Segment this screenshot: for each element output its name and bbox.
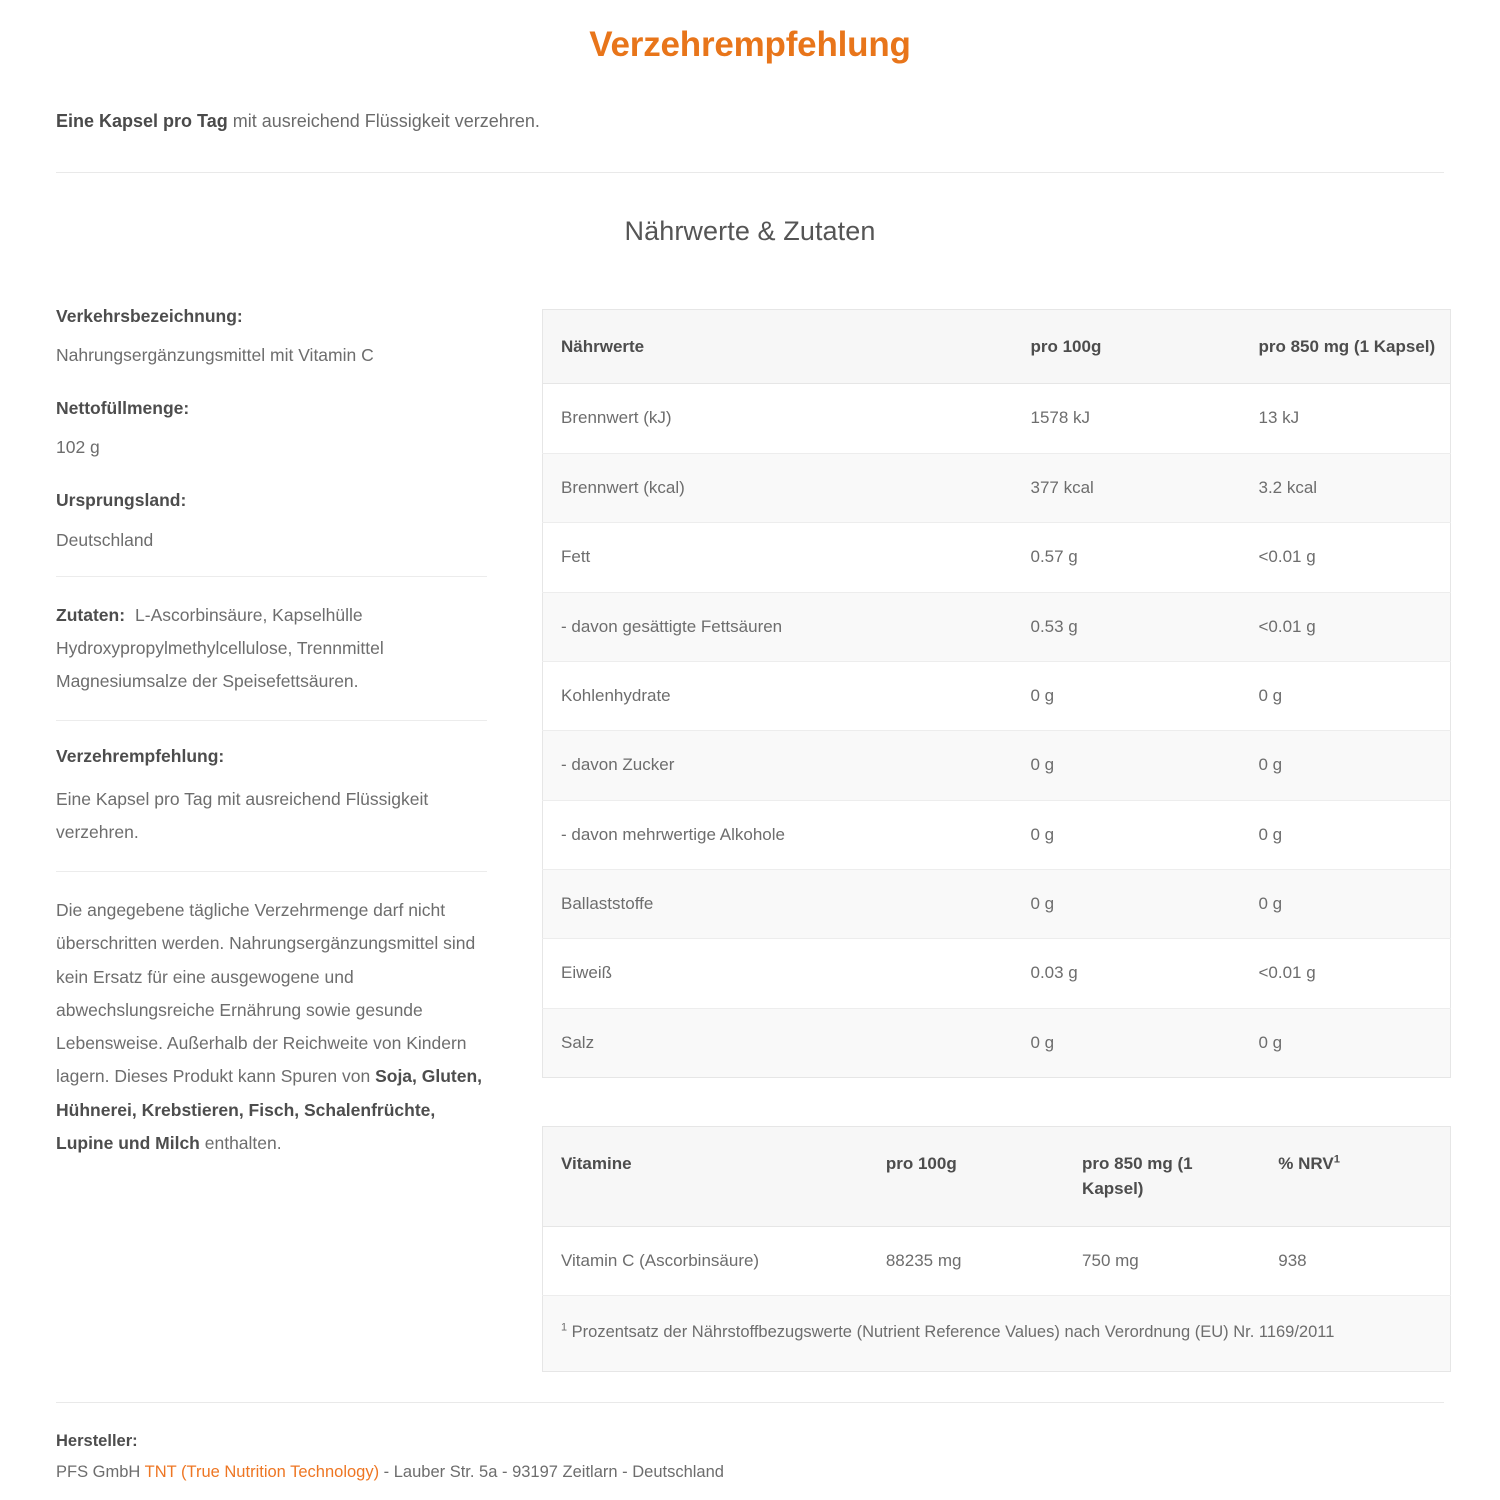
- netto-value: 102 g: [56, 437, 100, 458]
- row-per100g: 88235 mg: [868, 1226, 1064, 1295]
- warning-text: [56, 894, 491, 1160]
- table-row: [543, 731, 1451, 800]
- manufacturer-brand-link[interactable]: TNT (True Nutrition Technology): [144, 1463, 380, 1482]
- vitamin-header-nrv: [1260, 1126, 1450, 1226]
- intro-rest: mit ausreichend Flüssigkeit verzehren.: [227, 111, 540, 132]
- row-percapsule: 0 g: [1241, 800, 1451, 869]
- row-per100g: 1578 kJ: [1013, 384, 1241, 453]
- row-label: - davon mehrwertige Alkohole: [543, 800, 1013, 869]
- nutrition-table-body: [543, 384, 1451, 1077]
- table-row: [543, 869, 1451, 938]
- nrv-superscript: 1: [1333, 1153, 1340, 1166]
- row-percapsule: 3.2 kcal: [1241, 453, 1451, 522]
- vitamin-header-per100g: pro 100g: [868, 1126, 1064, 1226]
- row-label: - davon gesättigte Fettsäuren: [543, 592, 1013, 661]
- row-label: Brennwert (kcal): [543, 453, 1013, 522]
- manufacturer-line: [56, 1460, 1444, 1486]
- recommendation-label: Verzehrempfehlung:: [56, 746, 225, 767]
- table-row: [543, 453, 1451, 522]
- row-percapsule: <0.01 g: [1241, 939, 1451, 1008]
- warning-part2: enthalten.: [199, 1132, 282, 1153]
- row-label: Fett: [543, 523, 1013, 592]
- designation-label: Verkehrsbezeichnung:: [56, 305, 243, 326]
- ingredients-value: L-Ascorbinsäure, Kapselhülle Hydroxypropylmethylcellulose, Trennmittel Magnesiumsalze der Speisefettsäuren.: [56, 604, 384, 692]
- section-heading: Nährwerte & Zutaten: [624, 216, 876, 247]
- divider-top: [56, 172, 1444, 173]
- row-label: Brennwert (kJ): [543, 384, 1013, 453]
- intro-bold: Eine Kapsel pro Tag: [56, 111, 228, 132]
- row-label: Eiweiß: [543, 939, 1013, 1008]
- row-label: - davon Zucker: [543, 731, 1013, 800]
- left-column: [56, 303, 491, 1160]
- vitamin-footnote: [543, 1296, 1451, 1372]
- page-title: Verzehrempfehlung: [589, 25, 911, 64]
- vitamin-table: [542, 1126, 1451, 1372]
- table-row: [543, 523, 1451, 592]
- row-label: Salz: [543, 1008, 1013, 1077]
- row-per100g: 0 g: [1013, 800, 1241, 869]
- row-percapsule: 0 g: [1241, 1008, 1451, 1077]
- table-row: [543, 1226, 1451, 1295]
- designation-value: Nahrungsergänzungsmittel mit Vitamin C: [56, 345, 374, 366]
- ingredients-block: [56, 599, 491, 699]
- manufacturer-name: PFS GmbH: [56, 1463, 145, 1482]
- nutrition-header-label: Nährwerte: [543, 309, 1013, 384]
- row-label: Kohlenhydrate: [543, 661, 1013, 730]
- row-per100g: 377 kcal: [1013, 453, 1241, 522]
- divider-left-2: [56, 720, 487, 721]
- row-label: Vitamin C (Ascorbinsäure): [543, 1226, 868, 1295]
- nutrition-table: [542, 309, 1451, 1078]
- row-per100g: 0.03 g: [1013, 939, 1241, 1008]
- intro-text: [0, 108, 1500, 136]
- vitamin-header-percapsule: pro 850 mg (1 Kapsel): [1064, 1126, 1260, 1226]
- table-row: [543, 592, 1451, 661]
- vitamin-header-label: Vitamine: [543, 1126, 868, 1226]
- table-row: [543, 384, 1451, 453]
- footnote-text: Prozentsatz der Nährstoffbezugswerte (Nutrient Reference Values) nach Verordnung (EU) Nr. 1169/2011: [567, 1323, 1335, 1342]
- row-percapsule: 13 kJ: [1241, 384, 1451, 453]
- row-percapsule: 750 mg: [1064, 1226, 1260, 1295]
- divider-footer: [56, 1402, 1444, 1403]
- divider-left-3: [56, 871, 487, 872]
- row-per100g: 0 g: [1013, 661, 1241, 730]
- right-column: [491, 303, 1451, 1372]
- nrv-text: % NRV: [1278, 1153, 1334, 1173]
- vitamin-table-header-row: [543, 1126, 1451, 1226]
- row-percapsule: 0 g: [1241, 869, 1451, 938]
- row-per100g: 0.53 g: [1013, 592, 1241, 661]
- table-row: [543, 661, 1451, 730]
- divider-left-1: [56, 576, 487, 577]
- row-nrv: 938: [1260, 1226, 1450, 1295]
- row-percapsule: <0.01 g: [1241, 592, 1451, 661]
- table-row: [543, 939, 1451, 1008]
- row-percapsule: <0.01 g: [1241, 523, 1451, 592]
- page-footer: [0, 1402, 1500, 1500]
- manufacturer-address: - Lauber Str. 5a - 93197 Zeitlarn - Deutschland: [379, 1463, 724, 1482]
- row-label: Ballaststoffe: [543, 869, 1013, 938]
- nutrition-header-percapsule: pro 850 mg (1 Kapsel): [1241, 309, 1451, 384]
- footnote-marker: 1: [561, 1321, 568, 1334]
- ingredients-label: Zutaten:: [56, 604, 126, 625]
- nutrition-header-per100g: pro 100g: [1013, 309, 1241, 384]
- vitamin-table-body: [543, 1226, 1451, 1371]
- warning-allergens: Soja, Gluten, Hühnerei, Krebstieren, Fisch, Schalenfrüchte, Lupine und Milch: [56, 1066, 483, 1153]
- manufacturer-label: Hersteller:: [56, 1431, 138, 1450]
- table-row: [543, 800, 1451, 869]
- content-columns: [0, 303, 1500, 1372]
- netto-label: Nettofüllmenge:: [56, 398, 190, 419]
- recommendation-value: Eine Kapsel pro Tag mit ausreichend Flüssigkeit verzehren.: [56, 788, 429, 842]
- row-percapsule: 0 g: [1241, 661, 1451, 730]
- table-row: [543, 1008, 1451, 1077]
- row-percapsule: 0 g: [1241, 731, 1451, 800]
- row-per100g: 0.57 g: [1013, 523, 1241, 592]
- vitamin-footnote-row: [543, 1296, 1451, 1372]
- origin-label: Ursprungsland:: [56, 490, 187, 511]
- vitamin-table-wrapper: [542, 1126, 1451, 1372]
- warning-part1: Die angegebene tägliche Verzehrmenge darf nicht überschritten werden. Nahrungsergänzungsmittel sind kein Ersatz für eine ausgewogene und abwechslungsreiche Ernährung sowie gesunde Lebensweise. Außerhalb der Reichweite von Kindern lagern. Dieses Produkt kann Spuren von: [56, 900, 476, 1087]
- row-per100g: 0 g: [1013, 1008, 1241, 1077]
- origin-value: Deutschland: [56, 529, 154, 550]
- nutrition-table-header-row: [543, 309, 1451, 384]
- row-per100g: 0 g: [1013, 731, 1241, 800]
- row-per100g: 0 g: [1013, 869, 1241, 938]
